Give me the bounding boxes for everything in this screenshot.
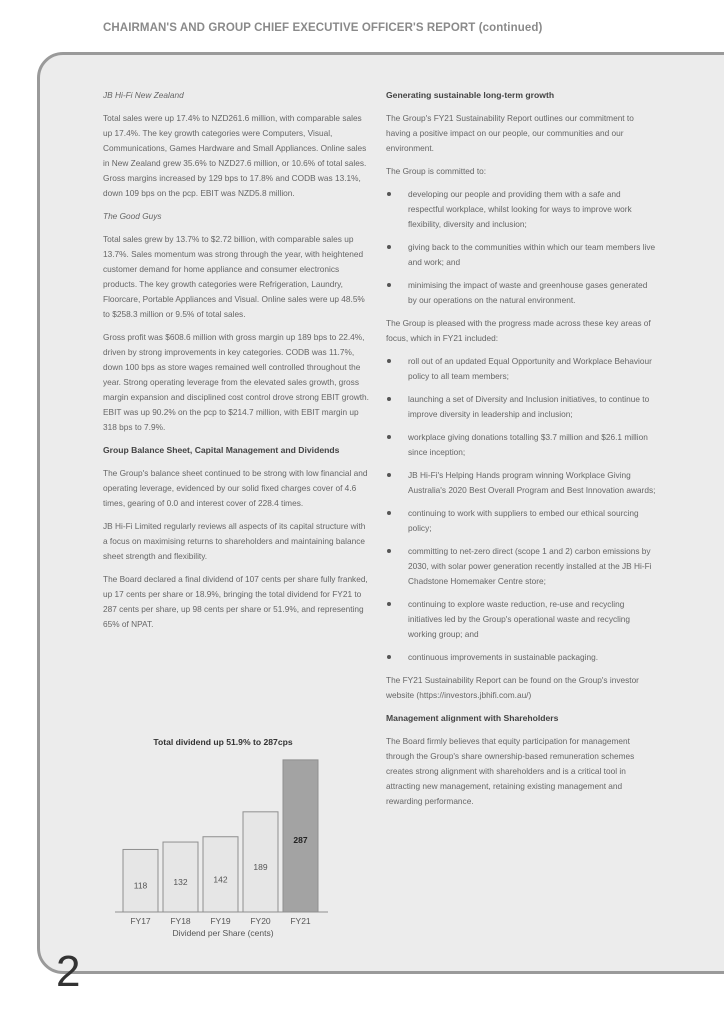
bar-value-label: 118 [133, 880, 148, 891]
bar-value-label: 189 [253, 861, 268, 872]
page-number: 2 [56, 947, 81, 996]
list-item: minimising the impact of waste and greenhouse gases generated by our operations on the natural environment. [386, 278, 658, 308]
x-tick-label: FY19 [210, 916, 231, 926]
list-item: roll out of an updated Equal Opportunity and Workplace Behaviour policy to all team members; [386, 354, 658, 384]
bar-value-label: 132 [173, 877, 188, 888]
bar-value-label: 142 [213, 874, 228, 885]
dividend-chart [103, 737, 343, 947]
commitment-list [386, 187, 658, 308]
list-item: continuous improvements in sustainable packaging. [386, 650, 658, 665]
right-column [386, 88, 658, 817]
x-axis-label: Dividend per Share (cents) [172, 928, 274, 938]
sustainability-paragraph-1: The Group's FY21 Sustainability Report outlines our commitment to having a positive impact on our people, our communities and our environment. [386, 113, 634, 153]
progress-list [386, 354, 658, 665]
x-tick-label: FY18 [170, 916, 191, 926]
x-tick-label: FY20 [250, 916, 271, 926]
list-item: workplace giving donations totalling $3.7 million and $26.1 million since inception; [386, 430, 658, 460]
good-guys-paragraph-2: Gross profit was $608.6 million with gross margin up 189 bps to 22.4%, driven by strong improvements in key categories. CODB was 11.7%, down 100 bps as store wages remained well controlled throughout the year. Strong operating leverage from the elevated sales growth, gross margin expansion and disciplined cost control drove strong EBIT growth. EBIT was up 90.2% on the pcp to $214.7 million, with EBIT margin up 318 bps to 7.9%. [103, 332, 369, 432]
bar-value-label: 287 [293, 834, 308, 845]
management-alignment-paragraph: The Board firmly believes that equity participation for management through the Group's share ownership-based remuneration schemes creates strong alignment with shareholders and is a critical tool in attracting new management, retaining existing management and rewarding performance. [386, 736, 635, 806]
dividend-bar-chart [103, 737, 343, 947]
nz-section-title: JB Hi-Fi New Zealand [103, 90, 184, 100]
list-item: continuing to explore waste reduction, re-use and recycling initiatives led by the Group's operational waste and recycling working group; and [386, 597, 658, 642]
nz-paragraph: Total sales were up 17.4% to NZD261.6 million, with comparable sales up 17.4%. The key growth categories were Computers, Visual, Communications, Games Hardware and Small Appliances. Online sales in New Zealand grew 35.6% to NZD27.6 million, or 10.6% of total sales. Gross margins increased by 129 bps to 17.8% and CODB was 13.1%, down 109 bps on the pcp. EBIT was NZD5.8 million. [103, 113, 367, 198]
balance-sheet-heading: Group Balance Sheet, Capital Management and Dividends [103, 445, 340, 455]
chart-title: Total dividend up 51.9% to 287cps [153, 737, 293, 747]
balance-sheet-paragraph-2: JB Hi-Fi Limited regularly reviews all aspects of its capital structure with a focus on maximising returns to shareholders and maintaining balance sheet strength and flexibility. [103, 521, 366, 561]
sustainability-paragraph-4: The FY21 Sustainability Report can be found on the Group's investor website (https://investors.jbhifi.com.au/) [386, 675, 639, 700]
list-item: giving back to the communities within which our team members live and work; and [386, 240, 658, 270]
list-item: developing our people and providing them with a safe and respectful workplace, whilst looking for ways to improve work flexibility, diversity and inclusion; [386, 187, 658, 232]
good-guys-paragraph-1: Total sales grew by 13.7% to $2.72 billion, with comparable sales up 13.7%. Sales momentum was strong through the year, with heightened customer demand for home appliance and consumer electronics products. The key growth categories were Refrigeration, Laundry, Floorcare, Portable Appliances and Visual. Online sales were up 48.5% to $258.3 million or 9.5% of total sales. [103, 234, 365, 319]
sustainability-paragraph-2: The Group is committed to: [386, 166, 487, 176]
list-item: committing to net-zero direct (scope 1 and 2) carbon emissions by 2030, with solar power generation recently installed at the JB Hi-Fi Chadstone Homemaker Centre store; [386, 544, 658, 589]
sustainability-heading: Generating sustainable long-term growth [386, 90, 555, 100]
balance-sheet-paragraph-3: The Board declared a final dividend of 107 cents per share fully franked, up 17 cents per share or 18.9%, bringing the total dividend for FY21 to 287 cents per share, up 98 cents per share or 51.9%, and representing 65% of NPAT. [103, 574, 368, 629]
x-tick-label: FY21 [290, 916, 311, 926]
x-tick-label: FY17 [130, 916, 151, 926]
sustainability-paragraph-3: The Group is pleased with the progress made across these key areas of focus, which in FY21 included: [386, 318, 651, 343]
management-alignment-heading: Management alignment with Shareholders [386, 713, 559, 723]
list-item: launching a set of Diversity and Inclusion initiatives, to continue to improve diversity in leadership and inclusion; [386, 392, 658, 422]
list-item: JB Hi-Fi's Helping Hands program winning Workplace Giving Australia's 2020 Best Overall Program and Best Innovation awards; [386, 468, 658, 498]
report-header: CHAIRMAN'S AND GROUP CHIEF EXECUTIVE OFFICER'S REPORT (continued) [103, 22, 543, 34]
balance-sheet-paragraph-1: The Group's balance sheet continued to be strong with low financial and operating leverage, evidenced by our solid fixed charges cover of 4.6 times, gearing of 0.0 and interest cover of 228.4 times. [103, 468, 368, 508]
good-guys-section-title: The Good Guys [103, 211, 162, 221]
left-column [103, 88, 371, 640]
list-item: continuing to work with suppliers to embed our ethical sourcing policy; [386, 506, 658, 536]
